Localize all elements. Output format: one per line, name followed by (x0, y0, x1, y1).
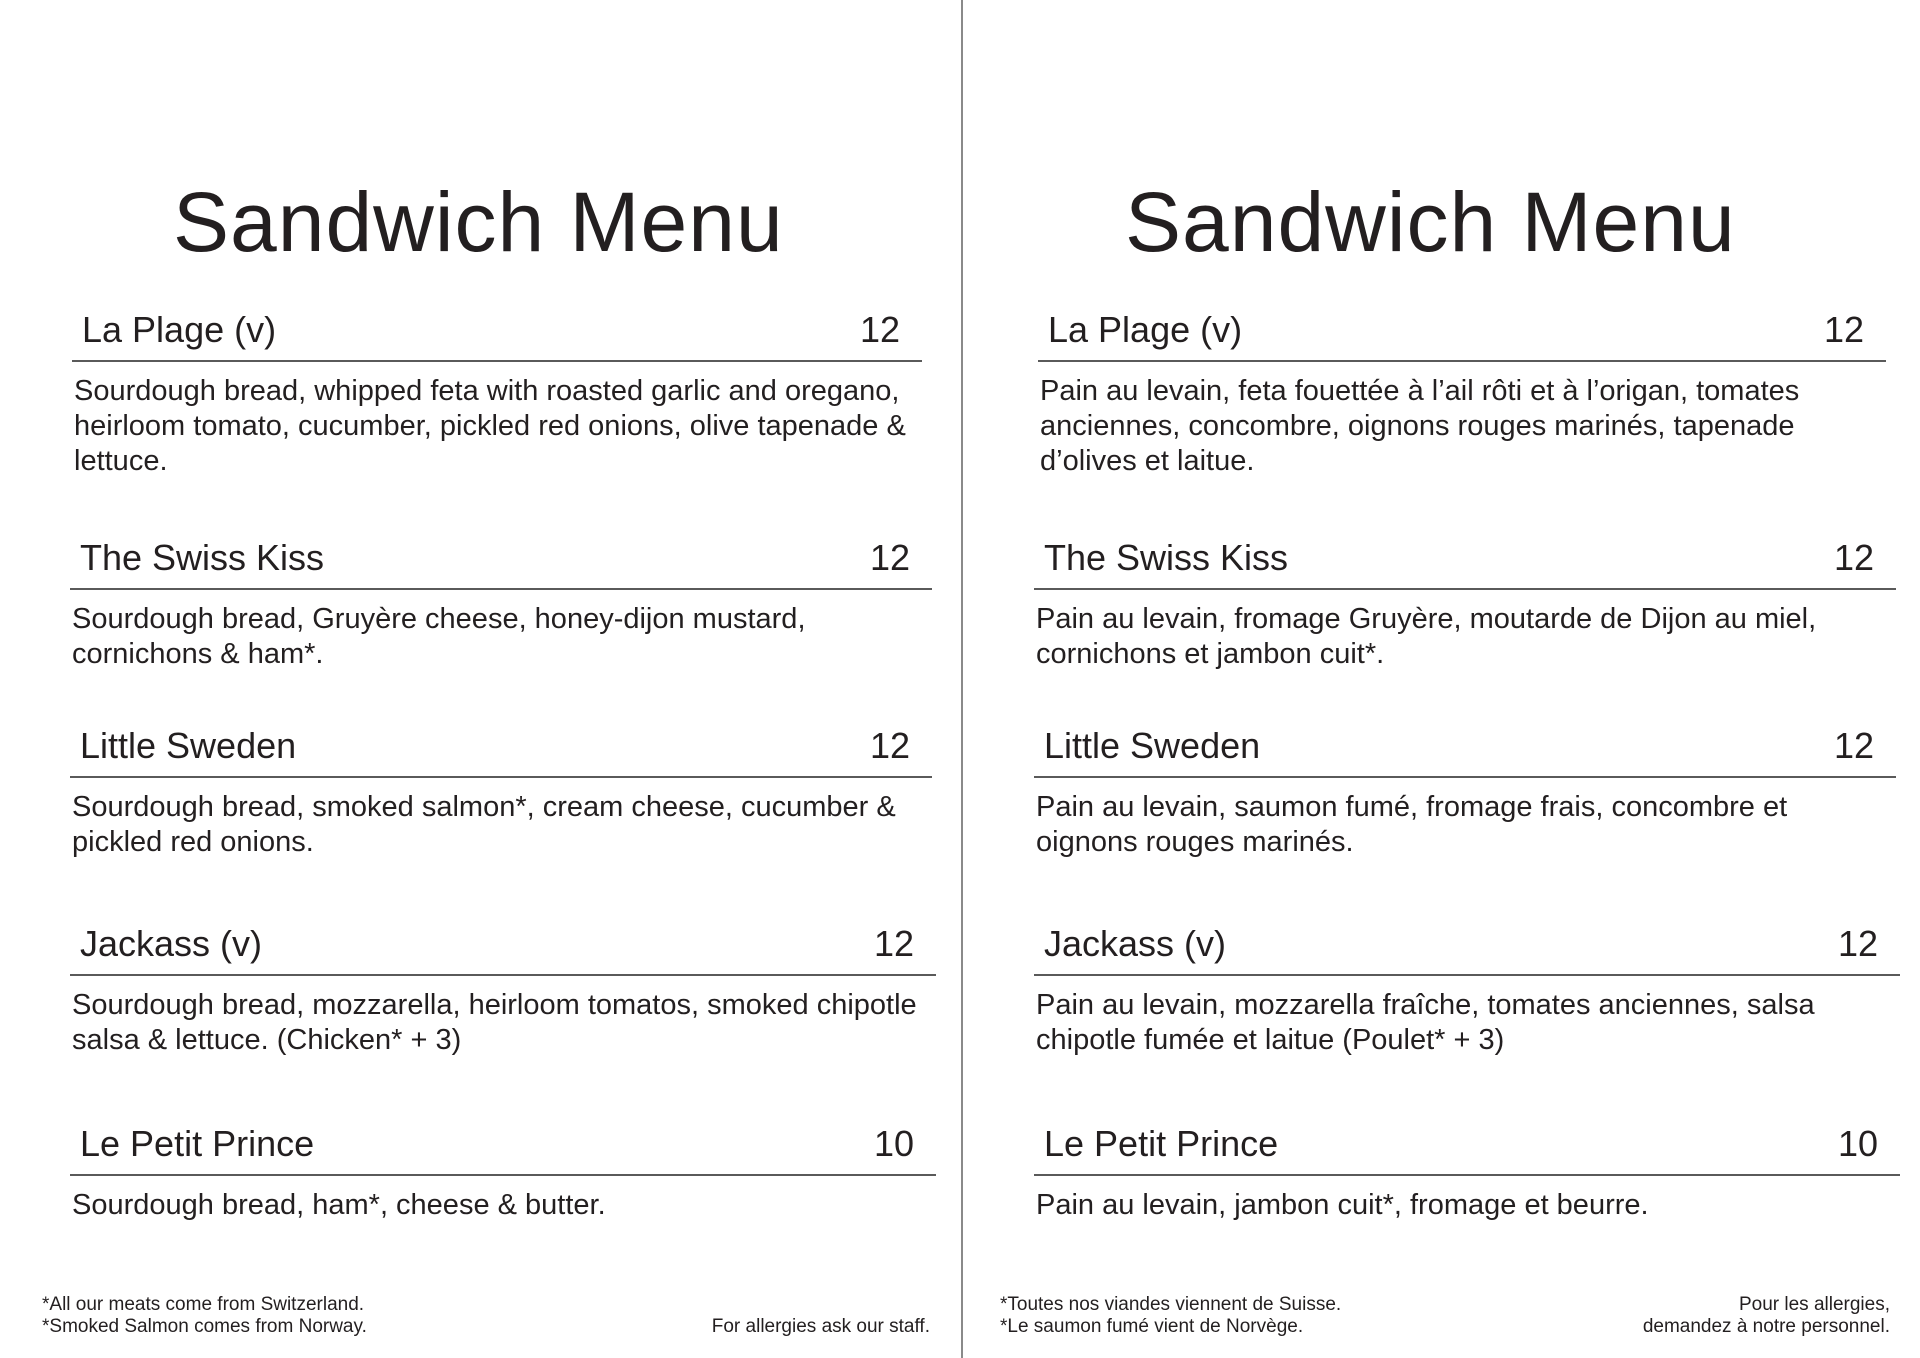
menu-item-header (1038, 310, 1886, 362)
item-description: Sourdough bread, whipped feta with roasted garlic and oregano, heirloom tomato, cucumber, pickled red onions, olive tapenade & lettuce. (74, 375, 906, 477)
allergy-line: demandez à notre personnel. (1642, 1316, 1890, 1337)
item-price: 12 (1823, 309, 1864, 350)
menu-item-header (70, 1124, 936, 1176)
menu-item (1034, 1124, 1900, 1223)
item-name: Little Sweden (80, 725, 297, 766)
item-price: 12 (1837, 923, 1878, 964)
item-price: 12 (1833, 725, 1874, 766)
item-description: Sourdough bread, smoked salmon*, cream cheese, cucumber & pickled red onions. (72, 791, 896, 858)
item-price: 12 (859, 309, 900, 350)
allergy-note (1643, 1294, 1890, 1338)
footnotes (1000, 1294, 1341, 1338)
item-name: Le Petit Prince (1044, 1123, 1279, 1164)
item-name: Le Petit Prince (80, 1123, 315, 1164)
item-price: 10 (873, 1123, 914, 1164)
item-name: La Plage (v) (1048, 309, 1243, 350)
footnote-meats: *All our meats come from Switzerland. (42, 1294, 365, 1315)
item-name: Little Sweden (1044, 725, 1261, 766)
menu-item (1034, 924, 1900, 1058)
allergy-note (712, 1316, 930, 1338)
menu-item (1034, 726, 1896, 860)
item-price: 10 (1837, 1123, 1878, 1164)
english-menu-panel (40, 0, 930, 1358)
allergy-line: For allergies ask our staff. (711, 1316, 930, 1337)
menu-item-header (1034, 538, 1896, 590)
item-price: 12 (869, 725, 910, 766)
menu-item-header (1034, 726, 1896, 778)
menu-title: Sandwich Menu (173, 175, 784, 269)
menu-item-header (70, 538, 932, 590)
menu-item (70, 726, 932, 860)
menu-item-header (70, 924, 936, 976)
footnotes (42, 1294, 367, 1338)
item-name: The Swiss Kiss (1044, 537, 1289, 578)
menu-item (70, 1124, 936, 1223)
item-name: Jackass (v) (1044, 923, 1227, 964)
footnote-meats: *Toutes nos viandes viennent de Suisse. (1000, 1294, 1342, 1315)
allergy-line: Pour les allergies, (1738, 1294, 1890, 1315)
footnote-salmon: *Smoked Salmon comes from Norway. (42, 1316, 367, 1337)
menu-item (70, 924, 936, 1058)
menu-item-header (70, 726, 932, 778)
item-name: La Plage (v) (82, 309, 277, 350)
item-description: Sourdough bread, Gruyère cheese, honey-dijon mustard, cornichons & ham*. (72, 603, 806, 670)
item-description: Pain au levain, feta fouettée à l’ail rôti et à l’origan, tomates anciennes, concombre, oignons rouges marinés, tapenade d’olives et laitue. (1040, 375, 1800, 477)
menu-item-header (1034, 924, 1900, 976)
item-description: Pain au levain, saumon fumé, fromage frais, concombre et oignons rouges marinés. (1036, 791, 1788, 858)
menu-item-header (1034, 1124, 1900, 1176)
menu-item-header (72, 310, 922, 362)
item-description: Sourdough bread, mozzarella, heirloom tomatos, smoked chipotle salsa & lettuce. (Chicken* + 3) (72, 989, 917, 1056)
item-price: 12 (1833, 537, 1874, 578)
footnote-salmon: *Le saumon fumé vient de Norvège. (1000, 1316, 1304, 1337)
item-description: Pain au levain, mozzarella fraîche, tomates anciennes, salsa chipotle fumée et laitue (Poulet* + 3) (1036, 989, 1815, 1056)
item-name: The Swiss Kiss (80, 537, 325, 578)
menu-item (1034, 538, 1896, 672)
item-price: 12 (869, 537, 910, 578)
french-menu-panel (1000, 0, 1890, 1358)
item-name: Jackass (v) (80, 923, 263, 964)
menu-item (1038, 310, 1886, 479)
menu-item (72, 310, 922, 479)
menu-item (70, 538, 932, 672)
item-description: Pain au levain, jambon cuit*, fromage et beurre. (1036, 1189, 1649, 1221)
item-price: 12 (873, 923, 914, 964)
menu-title: Sandwich Menu (1125, 175, 1736, 269)
item-description: Pain au levain, fromage Gruyère, moutarde de Dijon au miel, cornichons et jambon cuit*. (1036, 603, 1817, 670)
item-description: Sourdough bread, ham*, cheese & butter. (72, 1189, 606, 1221)
